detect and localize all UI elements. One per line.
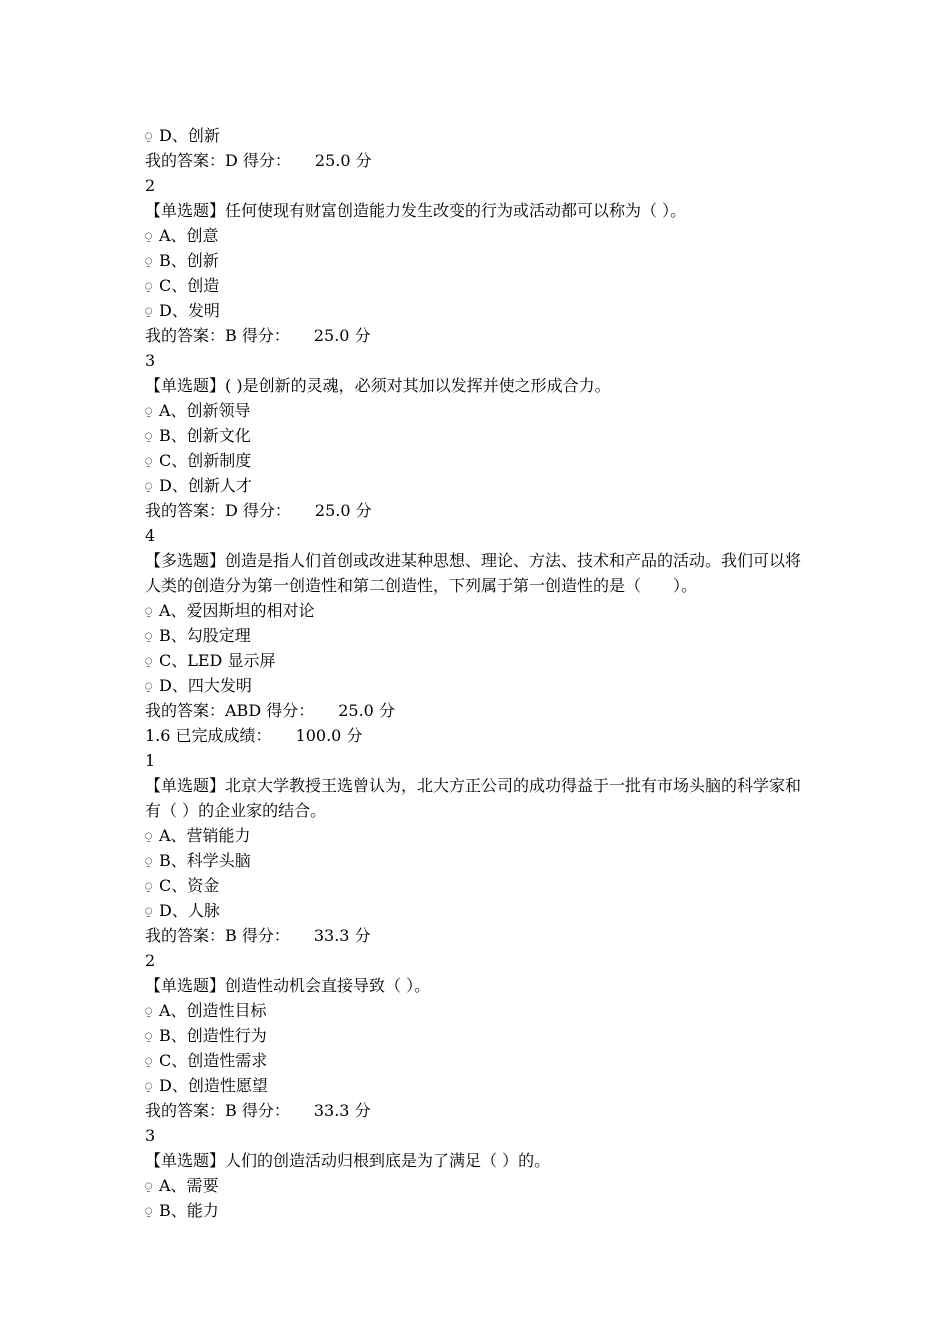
answer-option <box>145 223 810 248</box>
option-text: B、科学头脑 <box>159 851 251 870</box>
option-text: D、人脉 <box>159 901 220 920</box>
option-text: D、发明 <box>159 301 220 320</box>
answer-option <box>145 248 810 273</box>
option-text: D、四大发明 <box>159 676 252 695</box>
answer-label: 我的答案：B 得分： <box>145 1101 290 1120</box>
radio-option-icon: ⍜ <box>145 454 153 468</box>
radio-option-icon: ⍜ <box>145 1004 153 1018</box>
radio-option-icon: ⍜ <box>145 229 153 243</box>
radio-option-icon: ⍜ <box>145 1204 153 1218</box>
radio-option-icon: ⍜ <box>145 404 153 418</box>
question-text: 【单选题】( )是创新的灵魂，必须对其加以发挥并使之形成合力。 <box>145 376 611 395</box>
answer-option <box>145 623 810 648</box>
answer-label: 我的答案：D 得分： <box>145 501 291 520</box>
score-value: 100.0 分 <box>295 726 363 745</box>
question-text: 【单选题】人们的创造活动归根到底是为了满足（ ）的。 <box>145 1151 551 1170</box>
radio-option-icon: ⍜ <box>145 254 153 268</box>
question-text: 【单选题】北京大学教授王选曾认为，北大方正公司的成功得益于一批有市场头脑的科学家和有（ ）的企业家的结合。 <box>145 776 802 820</box>
radio-option-icon: ⍜ <box>145 1179 153 1193</box>
radio-option-icon: ⍜ <box>145 604 153 618</box>
question-number: 3 <box>145 351 156 370</box>
my-answer-line <box>145 1098 810 1123</box>
option-text: B、能力 <box>159 1201 219 1220</box>
answer-option <box>145 898 810 923</box>
question-number: 3 <box>145 1126 156 1145</box>
option-text: D、创造性愿望 <box>159 1076 268 1095</box>
score-value: 25.0 分 <box>338 701 395 720</box>
radio-option-icon: ⍜ <box>145 654 153 668</box>
question-number: 4 <box>145 526 156 545</box>
answer-option <box>145 298 810 323</box>
quiz-content <box>145 123 810 1223</box>
question-text: 【多选题】创造是指人们首创或改进某种思想、理论、方法、技术和产品的活动。我们可以将人类的创造分为第一创造性和第二创造性，下列属于第一创造性的是（ ）。 <box>145 551 802 595</box>
answer-option <box>145 423 810 448</box>
radio-option-icon: ⍜ <box>145 679 153 693</box>
answer-label: 我的答案：B 得分： <box>145 926 290 945</box>
answer-option <box>145 1198 810 1223</box>
answer-option <box>145 998 810 1023</box>
radio-option-icon: ⍜ <box>145 879 153 893</box>
question-text: 【单选题】创造性动机会直接导致（ ）。 <box>145 976 431 995</box>
my-answer-line <box>145 923 810 948</box>
radio-option-icon: ⍜ <box>145 629 153 643</box>
answer-option <box>145 1173 810 1198</box>
option-text: C、LED 显示屏 <box>159 651 276 670</box>
score-value: 33.3 分 <box>313 1101 371 1120</box>
question-number: 1 <box>145 751 156 770</box>
answer-label: 我的答案：D 得分： <box>145 151 291 170</box>
answer-option <box>145 823 810 848</box>
radio-option-icon: ⍜ <box>145 904 153 918</box>
question-number: 2 <box>145 951 156 970</box>
answer-option <box>145 1023 810 1048</box>
option-text: C、创造 <box>159 276 220 295</box>
answer-option <box>145 1073 810 1098</box>
option-text: B、创新 <box>159 251 219 270</box>
radio-option-icon: ⍜ <box>145 279 153 293</box>
radio-option-icon: ⍜ <box>145 854 153 868</box>
option-text: C、创新制度 <box>159 451 252 470</box>
option-text: C、创造性需求 <box>159 1051 268 1070</box>
option-text: B、创新文化 <box>159 426 251 445</box>
option-text: A、爱因斯坦的相对论 <box>159 601 315 620</box>
answer-option <box>145 123 810 148</box>
answer-label: 我的答案：ABD 得分： <box>145 701 315 720</box>
my-answer-line <box>145 148 810 173</box>
my-answer-line <box>145 723 810 748</box>
answer-option <box>145 848 810 873</box>
my-answer-line <box>145 498 810 523</box>
option-text: A、创意 <box>159 226 219 245</box>
radio-option-icon: ⍜ <box>145 1054 153 1068</box>
score-value: 25.0 分 <box>314 151 372 170</box>
radio-option-icon: ⍜ <box>145 829 153 843</box>
answer-option <box>145 398 810 423</box>
my-answer-line <box>145 698 810 723</box>
option-text: A、营销能力 <box>159 826 251 845</box>
answer-option <box>145 673 810 698</box>
option-text: A、创造性目标 <box>159 1001 267 1020</box>
answer-option <box>145 473 810 498</box>
radio-option-icon: ⍜ <box>145 1079 153 1093</box>
option-text: D、创新人才 <box>159 476 252 495</box>
score-value: 33.3 分 <box>313 926 371 945</box>
radio-option-icon: ⍜ <box>145 129 153 143</box>
option-text: B、创造性行为 <box>159 1026 267 1045</box>
radio-option-icon: ⍜ <box>145 1029 153 1043</box>
question-number: 2 <box>145 176 156 195</box>
option-text: B、勾股定理 <box>159 626 251 645</box>
answer-label: 我的答案：B 得分： <box>145 326 290 345</box>
option-text: A、需要 <box>159 1176 219 1195</box>
question-text: 【单选题】任何使现有财富创造能力发生改变的行为或活动都可以称为（ ）。 <box>145 201 687 220</box>
option-text: A、创新领导 <box>159 401 251 420</box>
answer-label: 1.6 已完成成绩： <box>145 726 272 745</box>
answer-option <box>145 273 810 298</box>
score-value: 25.0 分 <box>314 501 372 520</box>
my-answer-line <box>145 323 810 348</box>
radio-option-icon: ⍜ <box>145 479 153 493</box>
answer-option <box>145 1048 810 1073</box>
radio-option-icon: ⍜ <box>145 429 153 443</box>
score-value: 25.0 分 <box>313 326 371 345</box>
answer-option <box>145 873 810 898</box>
answer-option <box>145 648 810 673</box>
answer-option <box>145 598 810 623</box>
option-text: D、创新 <box>159 126 220 145</box>
document-page <box>145 123 810 1223</box>
answer-option <box>145 448 810 473</box>
radio-option-icon: ⍜ <box>145 304 153 318</box>
option-text: C、资金 <box>159 876 220 895</box>
